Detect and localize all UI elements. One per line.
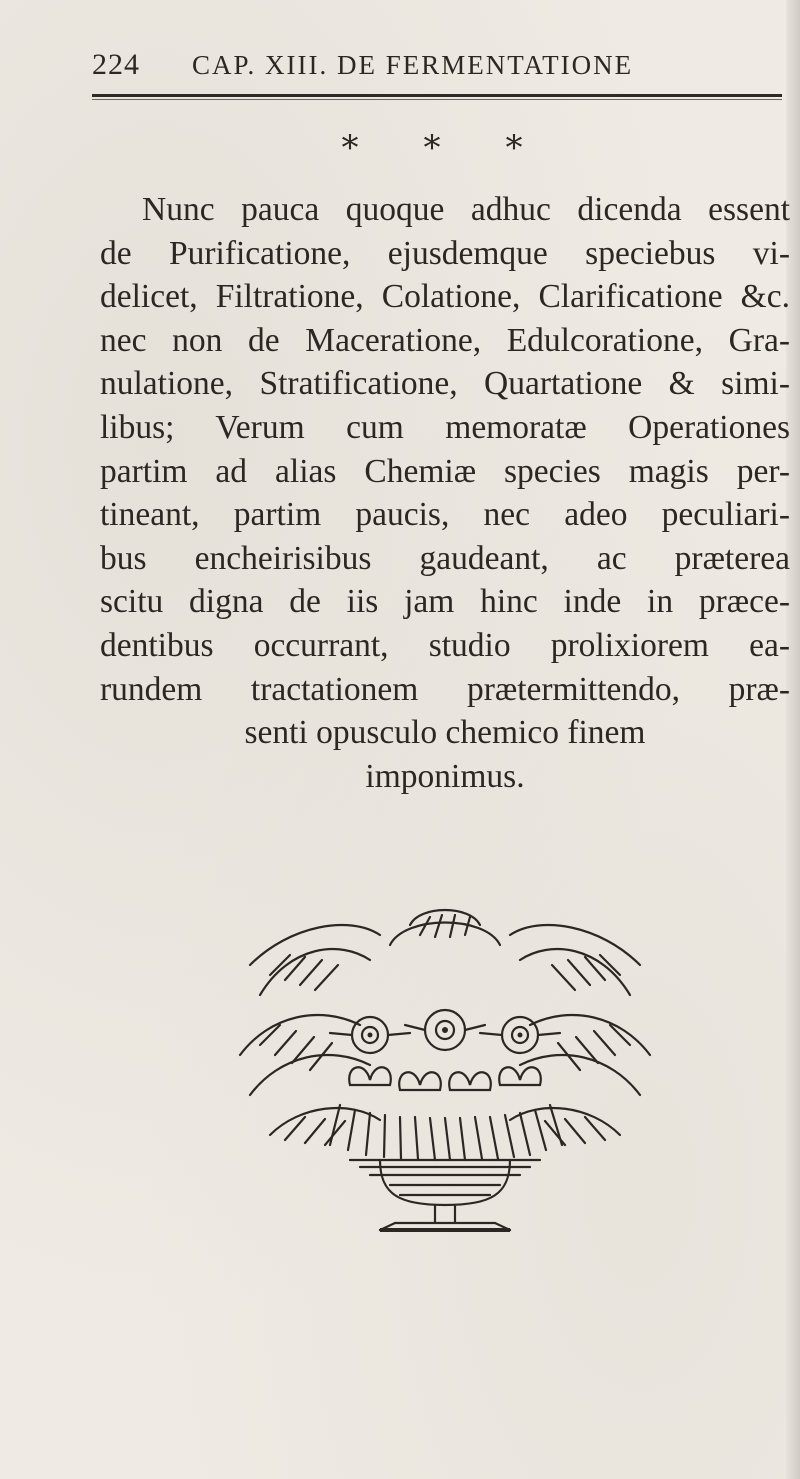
floral-basket-tailpiece-icon [230, 905, 660, 1245]
text-line: senti opusculo chemico finem [244, 714, 646, 752]
text-line: dentibus occurrant, studio prolixiorem ea- [100, 626, 790, 664]
text-line: bus encheirisibus gaudeant, ac præterea [100, 539, 790, 577]
text-line: nec non de Maceratione, Edulcoratione, Gra- [100, 321, 790, 359]
text-line: partim ad alias Chemiæ species magis per- [100, 452, 790, 490]
page-number: 224 [92, 48, 140, 81]
asterisk-icon: * [423, 128, 441, 168]
text-line: tineant, partim paucis, nec adeo peculiari- [100, 496, 790, 534]
page-header [92, 42, 782, 92]
text-line: delicet, Filtratione, Colatione, Clarificatione &c. [100, 278, 790, 316]
text-line: Nunc pauca quoque adhuc dicenda essent [142, 191, 790, 228]
text-line: libus; Verum cum memoratæ Operationes [100, 408, 790, 446]
text-line: imponimus. [365, 757, 525, 795]
text-line: rundem tractationem prætermittendo, præ- [100, 670, 790, 708]
header-rule-thin [92, 99, 782, 100]
asterisk-icon: * [505, 128, 523, 168]
text-line: nulatione, Stratificatione, Quartatione & simi- [100, 365, 790, 403]
body-text [100, 188, 790, 798]
header-rule [92, 94, 782, 97]
text-line: scitu digna de iis jam hinc inde in præce- [100, 583, 790, 621]
running-head: CAP. XIII. DE FERMENTATIONE [192, 50, 634, 80]
asterism [330, 128, 560, 178]
text-line: de Purificatione, ejusdemque speciebus vi- [100, 234, 790, 272]
asterisk-icon: * [341, 128, 359, 168]
